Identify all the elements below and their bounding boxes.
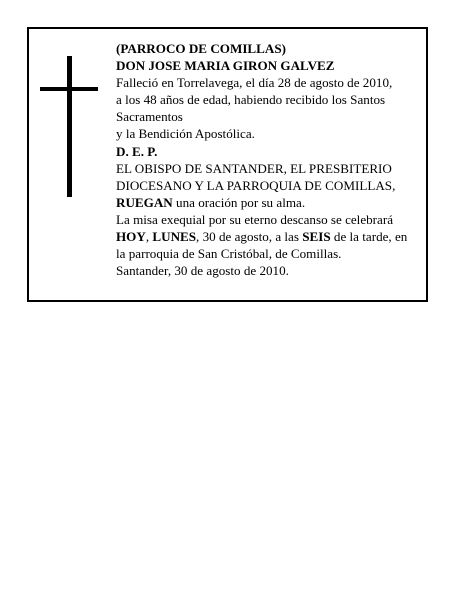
ruegan-word: RUEGAN: [116, 194, 173, 210]
mass-hoy: HOY: [116, 229, 146, 245]
mourners-line-2: DIOCESANO Y LA PARROQUIA DE COMILLAS,: [116, 177, 396, 193]
date-line: Santander, 30 de agosto de 2010.: [116, 263, 289, 279]
ruegan-rest: una oración por su alma.: [172, 194, 306, 210]
mourners-line-1: EL OBISPO DE SANTANDER, EL PRESBITERIO: [116, 160, 392, 176]
death-line-2: a los 48 años de edad, habiendo recibido los Santos: [116, 92, 386, 108]
death-line-4: y la Bendición Apostólica.: [116, 126, 255, 142]
obituary-notice: [27, 27, 428, 302]
mass-end: de la tarde, en: [330, 229, 408, 245]
mass-lunes: LUNES: [152, 229, 197, 245]
parish-heading: (PARROCO DE COMILLAS): [116, 41, 286, 56]
mass-line-3: la parroquia de San Cristóbal, de Comillas.: [116, 246, 342, 262]
cross-horizontal-bar: [40, 87, 98, 91]
mass-seis: SEIS: [302, 229, 331, 245]
mass-middle: , 30 de agosto, a las: [196, 229, 303, 245]
mass-line-1: La misa exequial por su eterno descanso se celebrará: [116, 211, 394, 227]
mass-line-2: [116, 228, 422, 245]
cross-vertical-bar: [67, 56, 72, 197]
ruegan-line: [116, 194, 422, 211]
death-line-1: Falleció en Torrelavega, el día 28 de agosto de 2010,: [116, 75, 393, 91]
death-line-3: Sacramentos: [116, 109, 183, 125]
mass-comma: ,: [145, 229, 153, 245]
notice-text: [116, 40, 422, 279]
dep-label: D. E. P.: [116, 143, 158, 159]
deceased-name: DON JOSE MARIA GIRON GALVEZ: [116, 58, 335, 74]
